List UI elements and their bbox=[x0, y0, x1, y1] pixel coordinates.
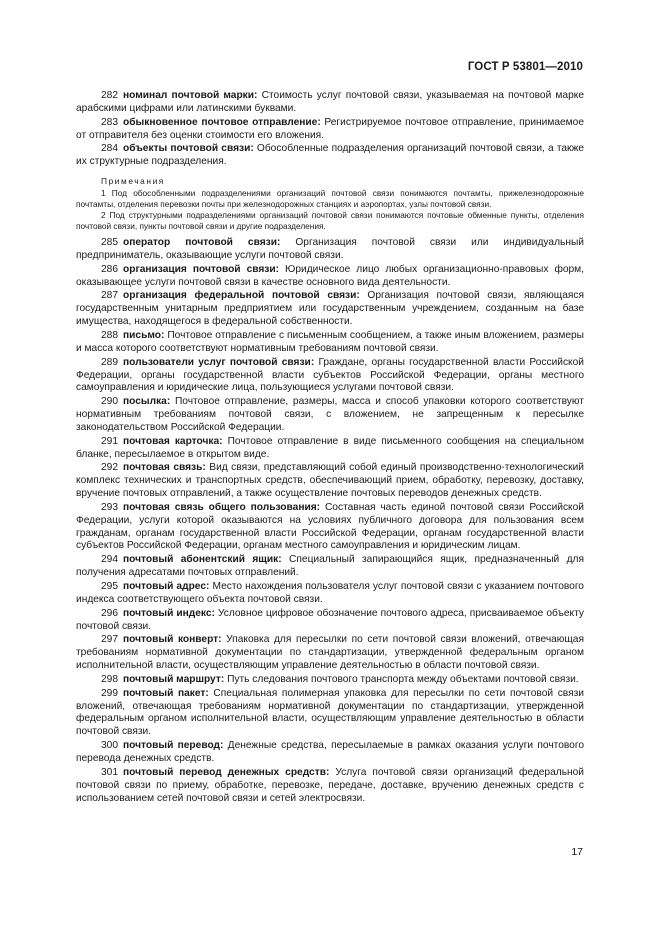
glossary-entry bbox=[76, 767, 584, 806]
entry-number: 290 bbox=[101, 396, 118, 408]
entry-number: 294 bbox=[101, 554, 118, 566]
entry-definition: Юридическое лицо любых организационно-правовых форм, оказывающее услуги почтовой связи в качестве основного вида деятельности. bbox=[76, 263, 584, 288]
entry-number: 288 bbox=[101, 329, 118, 341]
glossary-entry bbox=[76, 740, 584, 766]
notes-heading: Примечания bbox=[101, 176, 165, 187]
entry-number: 299 bbox=[101, 687, 118, 699]
entry-term: почтовый перевод денежных средств: bbox=[123, 766, 330, 778]
entry-term: объекты почтовой связи: bbox=[123, 143, 254, 155]
glossary-entry bbox=[76, 237, 584, 263]
entry-definition: Граждане, органы государственной власти Российской Федерации, органы государственной власти субъектов Российской Федерации, органы местного самоуправления и юридические лица, пользующиеся услугами почтовой связи. bbox=[76, 356, 584, 394]
entry-definition: Услуга почтовой связи организаций федеральной почтовой связи по приему, обработке, перевозке, передаче, доставке, вручению денежных средств с использованием сетей почтовой связи и сетей электросвязи. bbox=[76, 766, 584, 804]
glossary-entry bbox=[76, 143, 584, 169]
entry-term: почтовая связь общего пользования: bbox=[123, 501, 321, 513]
glossary-entry bbox=[76, 688, 584, 739]
entry-definition: Специальная полимерная упаковка для пересылки по сети почтовой связи вложений, отвечающая требованиям нормативной документации по стандартизации, утвержденной федеральным органом исполнительной власти, осуществляющим управление деятельностью в области почтовой связи. bbox=[76, 687, 584, 738]
entry-number: 296 bbox=[101, 607, 118, 619]
note-item: 1 Под обособленными подразделениями организаций почтовой связи понимаются почтамты, прижелезнодорожные почтамты, отделения перевозки почты при железнодорожных станциях и аэропортах, узлы почтовой связи. bbox=[76, 188, 584, 210]
entry-definition: Стоимость услуг почтовой связи, указываемая на почтовой марке арабскими цифрами или латинскими буквами. bbox=[76, 90, 585, 114]
entry-definition: Денежные средства, пересылаемые в рамках оказания услуги почтового перевода денежных средств. bbox=[76, 740, 584, 764]
entry-definition: Почтовое отправление, размеры, масса и способ упаковки которого соответствуют нормативным требованиям почтовой связи, с вложением, не запрещенным к пересылке законодательством Российской Федерации. bbox=[76, 396, 584, 433]
glossary-entry bbox=[76, 462, 584, 501]
entry-term: почтовый маршрут: bbox=[123, 673, 225, 685]
glossary-entry bbox=[76, 634, 584, 673]
glossary-entry bbox=[76, 554, 584, 580]
entry-term: организация почтовой связи: bbox=[123, 263, 280, 275]
glossary-entry bbox=[76, 396, 584, 435]
glossary-entry bbox=[76, 436, 584, 462]
entry-definition: Место нахождения пользователя услуг почтовой связи с указанием почтового индекса соответствующего объекта почтовой связи. bbox=[76, 581, 584, 605]
entry-term: почтовый пакет: bbox=[123, 687, 209, 699]
notes-list bbox=[76, 188, 584, 232]
entry-definition: Упаковка для пересылки по сети почтовой связи вложений, отвечающая требованиям нормативной документации по стандартизации, утвержденной федеральным органом исполнительной власти, осуществляющим управление деятельностью в области почтовой связи. bbox=[76, 634, 584, 672]
entry-number: 286 bbox=[101, 263, 118, 275]
entry-definition: Обособленные подразделения организаций почтовой связи, а также их структурные подразделения. bbox=[76, 143, 584, 168]
notes-block bbox=[76, 176, 584, 232]
entry-number: 292 bbox=[101, 462, 118, 474]
entry-term: почтовый адрес: bbox=[123, 581, 210, 592]
entry-term: посылка: bbox=[123, 396, 171, 408]
entry-definition: Условное цифровое обозначение почтового адреса, присваиваемое объекту почтовой связи. bbox=[76, 607, 584, 632]
entry-definition: Организация почтовой связи, являющаяся государственным унитарным предприятием или государственным учреждением, созданным на базе имущества, находящегося в федеральной собственности. bbox=[76, 290, 584, 328]
entry-number: 282 bbox=[101, 90, 118, 101]
entry-definition: Специальный запирающийся ящик, предназначенный для получения адресатами почтовых отправлений. bbox=[76, 554, 584, 579]
entry-number: 300 bbox=[101, 740, 118, 752]
entry-definition: Составная часть единой почтовой связи Российской Федерации, услуги которой оказываются на условиях публичного договора для пользования всем гражданам, органам государственной власти Российской Федерации, органам государственной власти субъектов Российской Федерации, органам местного самоуправления и юридическим лицам. bbox=[76, 501, 584, 552]
glossary-content bbox=[76, 90, 584, 806]
entry-definition: Регистрируемое почтовое отправление, принимаемое от отправителя без оценки стоимости его вложения. bbox=[76, 116, 585, 141]
glossary-entry bbox=[76, 581, 584, 607]
entry-number: 289 bbox=[101, 356, 118, 368]
note-item: 2 Под структурными подразделениями организаций почтовой связи понимаются почтовые обменные пункты, отделения почтовой связи, пункты почтовой связи и другие подразделения. bbox=[76, 210, 584, 232]
entry-number: 301 bbox=[101, 766, 118, 778]
entry-definition: Организация почтовой связи или индивидуальный предприниматель, оказывающие услуги почтовой связи. bbox=[76, 237, 584, 261]
glossary-entry bbox=[76, 290, 584, 329]
entry-number: 293 bbox=[101, 501, 118, 513]
entry-number: 297 bbox=[101, 634, 118, 646]
entry-number: 283 bbox=[101, 116, 118, 128]
glossary-entry bbox=[76, 502, 584, 553]
page-number: 17 bbox=[571, 846, 583, 858]
glossary-entry bbox=[76, 264, 584, 290]
glossary-entry bbox=[76, 90, 584, 116]
entries-group-a bbox=[76, 90, 584, 169]
entry-number: 295 bbox=[101, 581, 118, 592]
glossary-entry bbox=[76, 674, 584, 687]
entry-term: пользователи услуг почтовой связи: bbox=[123, 356, 315, 368]
entry-term: письмо: bbox=[123, 329, 165, 341]
entry-term: обыкновенное почтовое отправление: bbox=[123, 116, 321, 128]
entry-term: оператор почтовой связи: bbox=[123, 237, 281, 249]
entry-term: почтовый конверт: bbox=[123, 634, 222, 646]
entry-term: почтовый абонентский ящик: bbox=[123, 554, 282, 566]
entry-term: почтовая связь: bbox=[123, 462, 206, 474]
entry-term: организация федеральной почтовой связи: bbox=[123, 290, 360, 302]
entry-number: 287 bbox=[101, 290, 118, 302]
entry-term: почтовая карточка: bbox=[123, 435, 223, 447]
entry-number: 298 bbox=[101, 673, 118, 685]
entry-definition: Путь следования почтового транспорта между объектами почтовой связи. bbox=[227, 673, 579, 685]
entry-definition: Вид связи, представляющий собой единый производственно-технологический комплекс технических и транспортных средств, обеспечивающий прием, обработку, перевозку, доставку, вручение почтовых отправлений, а также осуществление почтовых переводов денежных средств. bbox=[76, 462, 584, 500]
entry-term: номинал почтовой марки: bbox=[123, 90, 258, 101]
entry-number: 291 bbox=[101, 435, 118, 447]
glossary-entry bbox=[76, 608, 584, 634]
entry-definition: Почтовое отправление с письменным сообщением, а также иным вложением, размеры и масса которого соответствуют нормативным требованиям почтовой связи. bbox=[76, 329, 584, 354]
entry-definition: Почтовое отправление в виде письменного сообщения на специальном бланке, пересылаемое в открытом виде. bbox=[76, 435, 584, 460]
standard-id: ГОСТ Р 53801—2010 bbox=[467, 61, 583, 73]
entry-term: почтовый индекс: bbox=[123, 607, 215, 619]
glossary-entry bbox=[76, 117, 584, 143]
entry-term: почтовый перевод: bbox=[123, 740, 224, 752]
entries-group-b bbox=[76, 237, 584, 805]
glossary-entry bbox=[76, 330, 584, 356]
glossary-entry bbox=[76, 357, 584, 396]
entry-number: 285 bbox=[101, 237, 118, 249]
entry-number: 284 bbox=[101, 143, 118, 155]
